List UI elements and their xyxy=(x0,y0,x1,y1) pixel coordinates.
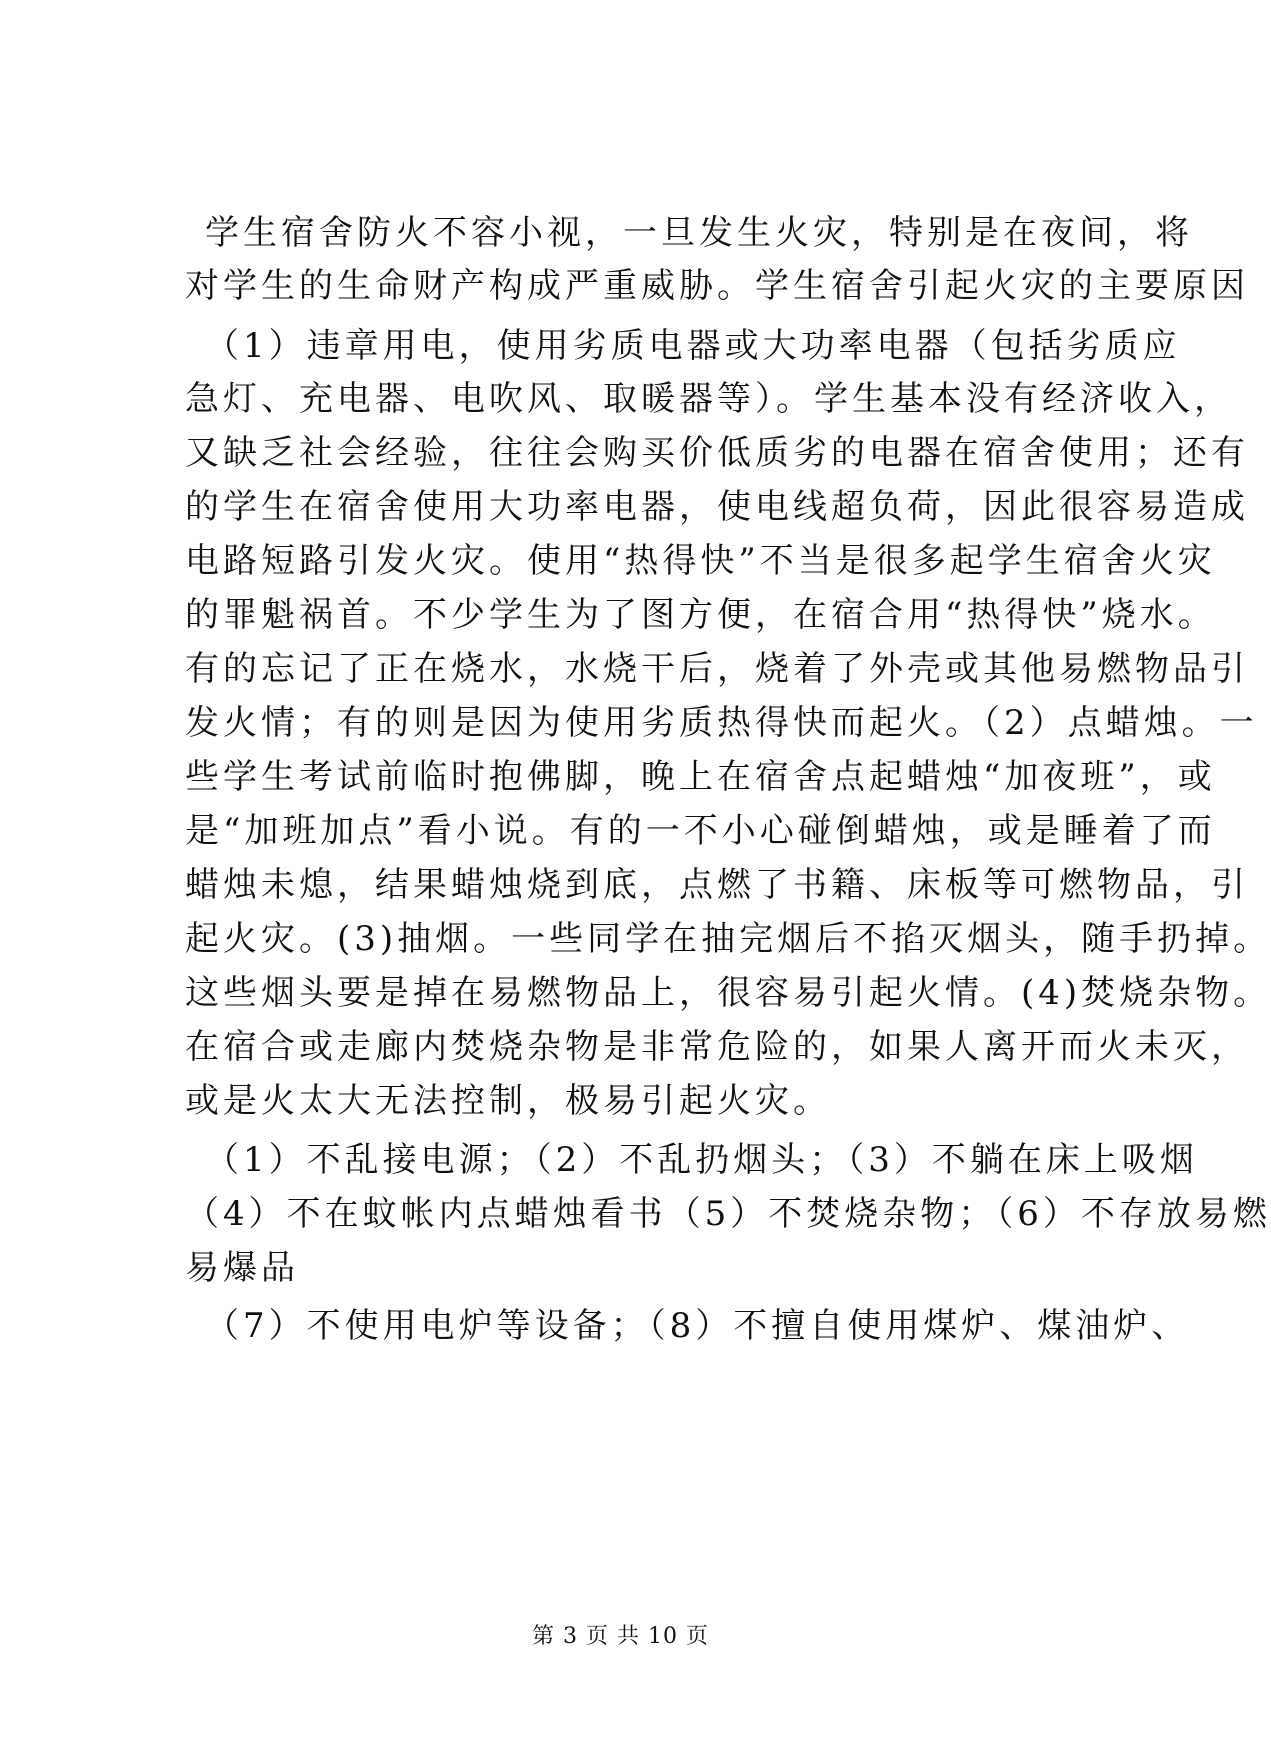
text-line: 的罪魁祸首。不少学生为了图方便，在宿合用“热得快”烧水。 xyxy=(185,595,1216,635)
text-line: 对学生的生命财产构成严重威胁。学生宿舍引起火灾的主要原因 xyxy=(185,266,1249,306)
text-line: 学生宿舍防火不容小视，一旦发生火灾，特别是在夜间，将 xyxy=(205,213,1193,253)
text-line: 些学生考试前临时抱佛脚，晚上在宿舍点起蜡烛“加夜班”，或 xyxy=(185,757,1216,797)
text-line: （1）不乱接电源；（2）不乱扔烟头；（3）不躺在床上吸烟 xyxy=(205,1140,1198,1180)
text-line: （4）不在蚊帐内点蜡烛看书（5）不焚烧杂物；（6）不存放易燃 xyxy=(185,1194,1271,1234)
text-line: 的学生在宿舍使用大功率电器，使电线超负荷，因此很容易造成 xyxy=(185,487,1249,527)
text-line: 在宿合或走廊内焚烧杂物是非常危险的，如果人离开而火未灭， xyxy=(185,1027,1249,1067)
text-line: 易爆品 xyxy=(185,1248,299,1288)
page-number-footer: 第 3 页 共 10 页 xyxy=(532,1624,709,1649)
text-line: 是“加班加点”看小说。有的一不小心碰倒蜡烛，或是睡着了而 xyxy=(185,811,1216,851)
text-line: 急灯、充电器、电吹风、取暖器等）。学生基本没有经济收入， xyxy=(185,379,1232,419)
text-line: （1）违章用电，使用劣质电器或大功率电器（包括劣质应 xyxy=(205,326,1181,366)
text-line: 或是火太大无法控制，极易引起火灾。 xyxy=(185,1081,831,1121)
text-line: 蜡烛未熄，结果蜡烛烧到底，点燃了书籍、床板等可燃物品，引 xyxy=(185,865,1249,905)
text-line: 起火灾。(3)抽烟。一些同学在抽完烟后不掐灭烟头，随手扔掉。 xyxy=(185,919,1271,959)
text-line: 发火情；有的则是因为使用劣质热得快而起火。（2）点蜡烛。一 xyxy=(185,703,1258,743)
text-line: 有的忘记了正在烧水，水烧干后，烧着了外壳或其他易燃物品引 xyxy=(185,649,1249,689)
text-line: 这些烟头要是掉在易燃物品上，很容易引起火情。(4)焚烧杂物。 xyxy=(185,973,1271,1013)
text-line: 电路短路引发火灾。使用“热得快”不当是很多起学生宿舍火灾 xyxy=(185,541,1216,581)
text-line: （7）不使用电炉等设备；（8）不擅自使用煤炉、煤油炉、 xyxy=(205,1306,1190,1346)
text-line: 又缺乏社会经验，往往会购买价低质劣的电器在宿舍使用；还有 xyxy=(185,433,1249,473)
